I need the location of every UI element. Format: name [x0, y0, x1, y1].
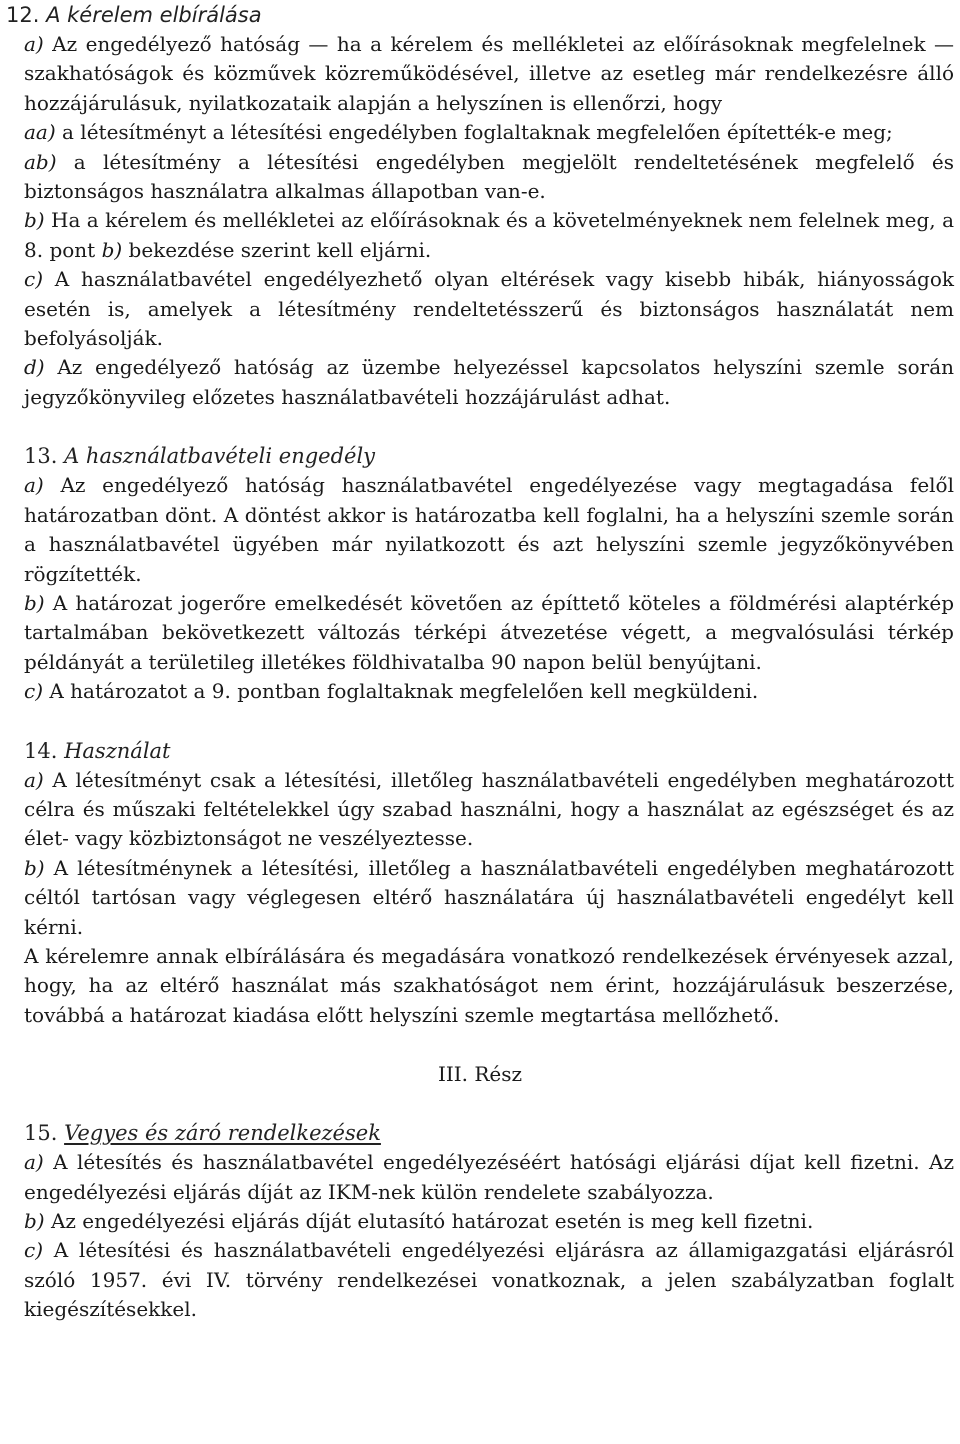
- paragraph-14-extra: [6, 942, 954, 1030]
- item-text: A használatbavétel engedélyezhető olyan eltérések vagy kisebb hibák, hiányosságok esetén is, amelyek a létesítmény rendeltetésszerű és biztonságos használatát nem befolyásolják.: [24, 267, 955, 351]
- item-label: c): [24, 679, 44, 704]
- item-text: bekezdése szerint kell eljárni.: [128, 237, 432, 262]
- paragraph-12d: [6, 353, 954, 412]
- section-14: [6, 736, 954, 1031]
- item-label: a): [24, 1150, 44, 1175]
- item-label: a): [24, 473, 44, 498]
- section-number: 14.: [24, 738, 58, 763]
- item-label: b): [24, 590, 45, 615]
- item-text: Az engedélyezési eljárás díját elutasító határozat esetén is meg kell fizetni.: [50, 1209, 814, 1233]
- item-text: A határozatot a 9. pontban foglaltaknak megfelelően kell megküldeni.: [49, 679, 759, 704]
- paragraph-14b: [6, 854, 954, 942]
- item-text: A létesítménynek a létesítési, illetőleg a használatbavételi engedélyben meghatározott céltól tartósan vagy véglegesen eltérő használatára új használatbavételi engedélyt kell kérni.: [24, 855, 954, 939]
- item-label: c): [24, 267, 44, 292]
- item-text: A kérelemre annak elbírálására és megadására vonatkozó rendelkezések érvényesek azzal, hogy, ha az eltérő használat más szakhatóságot nem érint, hozzájárulásuk beszerzése, továbbá a határozat kiadása előtt helyszíni szemle megtartása mellőzhető.: [24, 943, 954, 1027]
- section-spacer: [6, 707, 954, 736]
- item-text: Ha a kérelem és mellékletei az előírásoknak és a követelményeknek nem felelnek meg, a 8. pont: [24, 208, 954, 262]
- item-label: b): [24, 208, 45, 233]
- item-text: A létesítés és használatbavétel engedélyezéséért hatósági eljárási díjat kell fizetni. Az engedélyezési eljárás díját az IKM-nek külön rendelete szabályozza.: [24, 1150, 954, 1204]
- item-label: b): [24, 1209, 45, 1233]
- section-13-heading: [6, 441, 954, 471]
- item-label: a): [24, 32, 44, 56]
- section-number: 13.: [24, 444, 58, 469]
- section-title: A használatbavételi engedély: [64, 444, 376, 469]
- paragraph-12ab: [6, 148, 954, 207]
- paragraph-13a: [6, 471, 954, 589]
- section-15: [6, 1118, 954, 1324]
- item-reference: b): [101, 237, 123, 262]
- section-number: 12.: [6, 3, 40, 27]
- section-13: [6, 441, 954, 706]
- item-text: Az engedélyező hatóság használatbavétel engedélyezése vagy megtagadása felől határozatban dönt. A döntést akkor is határozatba kell foglalni, ha a helyszíni szemle során a használatbavétel ügyében már nyilatkozott és azt helyszíni szemle jegyzőkönyvében rögzítették.: [24, 473, 954, 586]
- section-12: [6, 0, 954, 412]
- item-text: A határozat jogerőre emelkedését követően az építtető köteles a földmérési alaptérkép tartalmában bekövetkezett változás térképi átvezetése végett, a megvalósulási térkép példányát a területileg illetékes földhivatalba 90 napon belül benyújtani.: [24, 590, 954, 674]
- paragraph-12aa: [6, 118, 954, 147]
- item-text: a létesítményt a létesítési engedélyben foglaltaknak megfelelően építették-e meg;: [62, 120, 893, 145]
- item-label: ab): [24, 149, 57, 174]
- paragraph-13c: [6, 677, 954, 706]
- section-14-heading: [6, 736, 954, 766]
- paragraph-15c: [6, 1236, 954, 1324]
- paragraph-12a: [6, 30, 954, 118]
- paragraph-12c: [6, 265, 954, 353]
- item-text: A létesítési és használatbavételi engedélyezési eljárásra az államigazgatási eljárásról szóló 1957. évi IV. törvény rendelkezései vonatkoznak, a jelen szabályzatban foglalt kiegészítésekkel.: [24, 1238, 955, 1322]
- item-text: A létesítményt csak a létesítési, illetőleg használatbavételi engedélyben meghatározott célra és műszaki feltételekkel úgy szabad használni, hogy a használat az egészséget és az élet- vagy közbiztonságot ne veszélyeztesse.: [24, 767, 955, 851]
- item-label: d): [24, 355, 45, 380]
- item-label: a): [24, 767, 44, 792]
- part-title: III. Rész: [437, 1062, 523, 1087]
- item-text: Az engedélyező hatóság az üzembe helyezéssel kapcsolatos helyszíni szemle során jegyzőkönyvileg előzetes használatbavételi hozzájárulást adhat.: [24, 355, 954, 409]
- section-title: Használat: [64, 738, 171, 763]
- section-spacer: [6, 412, 954, 441]
- section-15-heading: [6, 1118, 954, 1148]
- paragraph-15b: [6, 1207, 954, 1236]
- section-title: Vegyes és záró rendelkezések: [64, 1121, 381, 1146]
- paragraph-14a: [6, 766, 954, 854]
- item-label: c): [24, 1238, 44, 1263]
- item-text: Az engedélyező hatóság — ha a kérelem és mellékletei az előírásoknak megfelelnek — szakhatóságok és közművek közreműködésével, illetve az esetleg már rendelkezésre álló hozzájárulásuk, nyilatkozataik alapján a helyszínen is ellenőrzi, hogy: [24, 32, 954, 115]
- section-spacer: [6, 1030, 954, 1059]
- section-spacer: [6, 1089, 954, 1118]
- paragraph-13b: [6, 589, 954, 677]
- item-text: a létesítmény a létesítési engedélyben megjelölt rendeltetésének megfelelő és biztonságos használatra alkalmas állapotban van-e.: [24, 149, 954, 204]
- item-label: b): [24, 855, 45, 880]
- paragraph-12b: [6, 206, 954, 265]
- section-12-heading: [6, 0, 954, 30]
- item-label: aa): [24, 120, 56, 145]
- section-number: 15.: [24, 1121, 58, 1146]
- section-title: A kérelem elbírálása: [46, 3, 262, 27]
- paragraph-15a: [6, 1148, 954, 1207]
